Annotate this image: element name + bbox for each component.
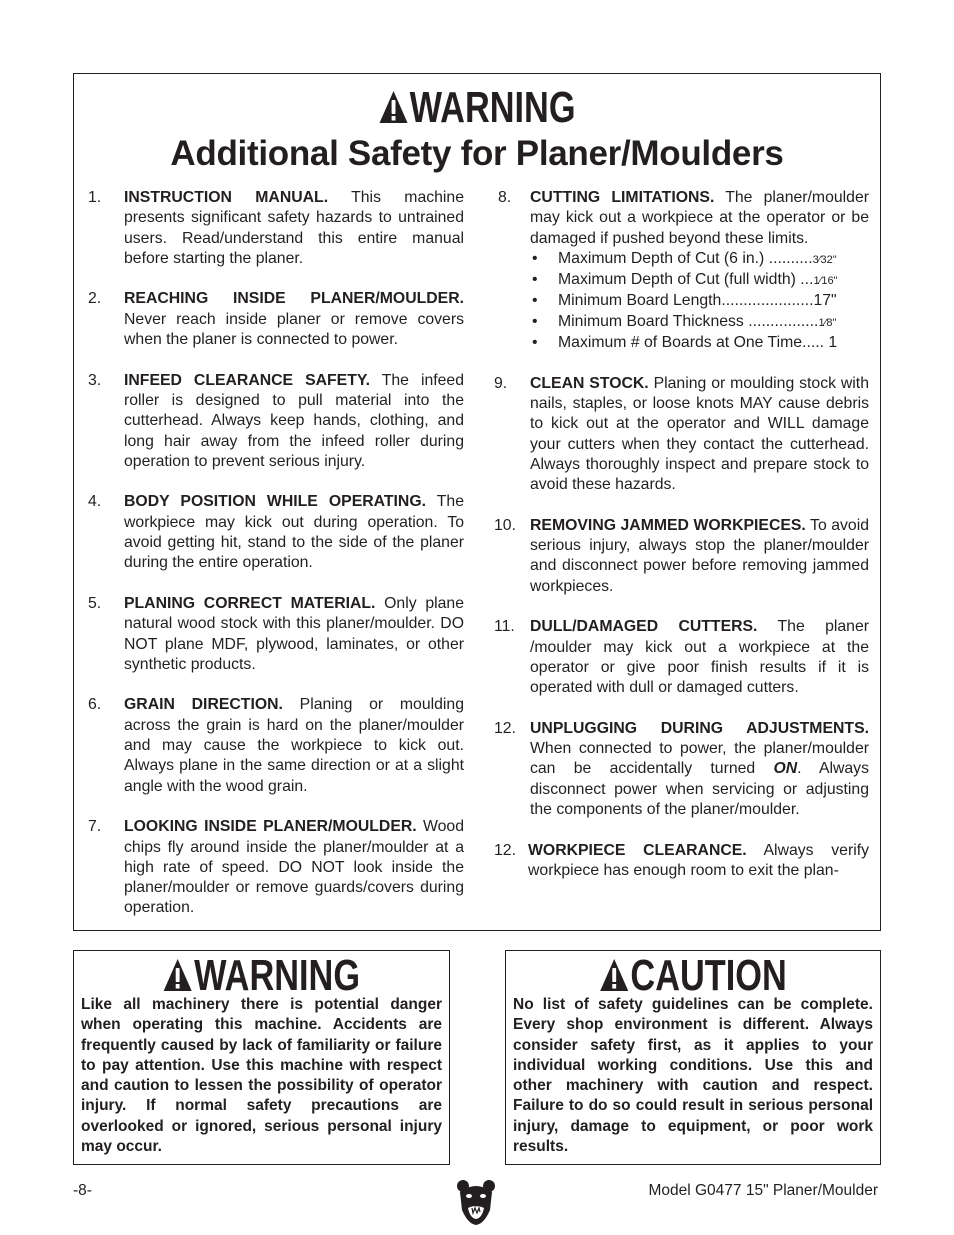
right-column bbox=[494, 188, 869, 901]
item-text: Never reach inside planer or remove covers when the planer is connected to power. bbox=[124, 310, 464, 349]
safety-item bbox=[88, 289, 464, 350]
safety-item bbox=[88, 594, 464, 675]
caution-text: No list of safety guidelines can be complete. Every shop environment is different. Always consider safety first, as it applies to your individual working conditions. Use this and other machinery with caution and respect. Failure to do so could result in serious personal injury, damage to equipment, or poor work results. bbox=[513, 996, 873, 1156]
safety-item bbox=[494, 719, 869, 820]
item-text: The planer/moulder may kick out a workpiece at the operator or be damaged if pushed beyond these limits. bbox=[530, 189, 870, 247]
safety-item bbox=[494, 188, 869, 353]
caution-word: CAUTION bbox=[630, 951, 787, 1000]
item-number: 7. bbox=[88, 818, 102, 836]
warning-word: WARNING bbox=[409, 83, 576, 132]
item-text: . Always disconnect power when servicing or adjusting the components of the planer/moulder. bbox=[530, 760, 869, 818]
safety-item bbox=[494, 841, 869, 882]
list-item: • Maximum # of Boards at One Time..... 1 bbox=[530, 333, 869, 353]
section-title: Additional Safety for Planer/Moulders bbox=[170, 134, 784, 173]
item-title: CLEAN STOCK. bbox=[530, 374, 649, 392]
left-column bbox=[88, 188, 464, 939]
item-title: DULL/DAMAGED CUTTERS. bbox=[530, 618, 758, 636]
safety-item bbox=[88, 188, 464, 269]
warning-text: Like all machinery there is potential danger when operating this machine. Accidents are frequently caused by lack of familiarity or failure to pay attention. Use this machine with respect and caution to lessen the possibility of operator injury. If normal safety precautions are overlooked or ignored, serious personal injury may occur. bbox=[81, 996, 442, 1156]
item-number: 10. bbox=[494, 516, 516, 534]
safety-item bbox=[494, 617, 869, 698]
list-item: • Maximum Depth of Cut (full width) ...1⁄16" bbox=[530, 270, 869, 291]
caution-box bbox=[505, 950, 881, 1165]
item-number: 9. bbox=[494, 374, 508, 392]
item-title: REMOVING JAMMED WORKPIECES. bbox=[530, 516, 806, 534]
safety-item bbox=[88, 371, 464, 472]
item-text: Only plane natural wood stock with this planer/moulder. DO NOT plane MDF, plywood, laminates, or other synthetic products. bbox=[124, 594, 464, 673]
safety-instructions-box bbox=[73, 73, 881, 931]
item-text: The infeed roller is designed to pull material into the cutterhead. Always keep hands, clothing, and long hair away from the infeed roller during operation to prevent serious injury. bbox=[124, 371, 464, 470]
page-number: -8- bbox=[73, 1182, 92, 1199]
list-item: • Minimum Board Length.....................17" bbox=[530, 291, 869, 311]
item-text: This machine presents significant safety hazards to untrained users. Read/understand this entire manual before starting the planer. bbox=[124, 189, 464, 267]
item-text: Always verify workpiece has enough room to exit the plan- bbox=[528, 841, 869, 879]
item-title: LOOKING INSIDE PLANER/MOULDER. bbox=[124, 818, 417, 836]
item-number: 12. bbox=[494, 719, 516, 737]
item-text: When connected to power, the planer/moulder can be accidentally turned bbox=[530, 740, 869, 778]
item-title: CUTTING LIMITATIONS. bbox=[530, 189, 715, 206]
item-title: INFEED CLEARANCE SAFETY. bbox=[124, 371, 371, 389]
warning-triangle-icon bbox=[163, 958, 193, 992]
item-number: 3. bbox=[88, 371, 102, 389]
safety-item bbox=[494, 516, 869, 597]
item-number: 12. bbox=[494, 841, 516, 859]
safety-item bbox=[494, 374, 869, 496]
item-number: 2. bbox=[88, 290, 102, 308]
item-text: To avoid serious injury, always stop the planer/moulder and disconnect power before removing jammed workpieces. bbox=[530, 516, 869, 595]
item-number: 4. bbox=[88, 493, 102, 511]
warning-box bbox=[73, 950, 450, 1165]
cutting-limits-list bbox=[530, 249, 869, 353]
warning-header bbox=[163, 83, 792, 132]
warning-triangle-icon bbox=[378, 90, 408, 124]
item-title: BODY POSITION WHILE OPERATING. bbox=[124, 493, 427, 511]
item-text: The workpiece may kick out during operation. To avoid getting hit, stand to the side of the planer during the entire operation. bbox=[124, 493, 464, 572]
item-text: Wood chips fly around inside the planer/moulder at a high rate of speed. DO NOT look inside the planer/moulder or remove guards/covers during operation. bbox=[124, 818, 464, 917]
warning-box-header bbox=[115, 951, 408, 1000]
item-number: 6. bbox=[88, 696, 102, 714]
item-title: WORKPIECE CLEARANCE. bbox=[528, 841, 747, 859]
item-number: 1. bbox=[88, 189, 102, 206]
item-text: Planing or moulding stock with nails, staples, or loose knots MAY cause debris to kick out at the operator and WILL damage your cutters when they contact the cutterhead. Always thoroughly inspect and prepare stock to avoid these hazards. bbox=[530, 374, 869, 494]
item-text: Planing or moulding across the grain is hard on the planer/moulder and may cause the workpiece to kick out. Always plane in the same direction or at a slight angle with the wood grain. bbox=[124, 696, 465, 795]
warning-word: WARNING bbox=[194, 951, 361, 1000]
item-text: The planer /moulder may kick out a workpiece at the operator or give poor finish results if it is operated with dull or damaged cutters. bbox=[530, 618, 869, 697]
item-number: 11. bbox=[494, 618, 515, 636]
grizzly-bear-logo-icon bbox=[456, 1178, 496, 1226]
item-number: 8. bbox=[498, 189, 512, 206]
item-emphasis: ON bbox=[773, 760, 798, 778]
safety-item bbox=[88, 695, 464, 796]
item-title: GRAIN DIRECTION. bbox=[124, 696, 283, 714]
caution-box-header bbox=[547, 951, 839, 1000]
list-item: • Minimum Board Thickness ................1⁄8" bbox=[530, 312, 869, 333]
item-title: UNPLUGGING DURING ADJUSTMENTS. bbox=[530, 719, 869, 737]
model-name: Model G0477 15" Planer/Moulder bbox=[648, 1182, 878, 1199]
item-title: INSTRUCTION MANUAL. bbox=[124, 189, 329, 206]
item-title: PLANING CORRECT MATERIAL. bbox=[124, 594, 376, 612]
caution-triangle-icon bbox=[599, 958, 629, 992]
safety-item bbox=[88, 492, 464, 573]
item-title: REACHING INSIDE PLANER/MOULDER. bbox=[124, 290, 464, 308]
item-number: 5. bbox=[88, 594, 102, 612]
safety-item bbox=[88, 817, 464, 918]
list-item: • Maximum Depth of Cut (6 in.) ..........3⁄32" bbox=[530, 249, 869, 270]
